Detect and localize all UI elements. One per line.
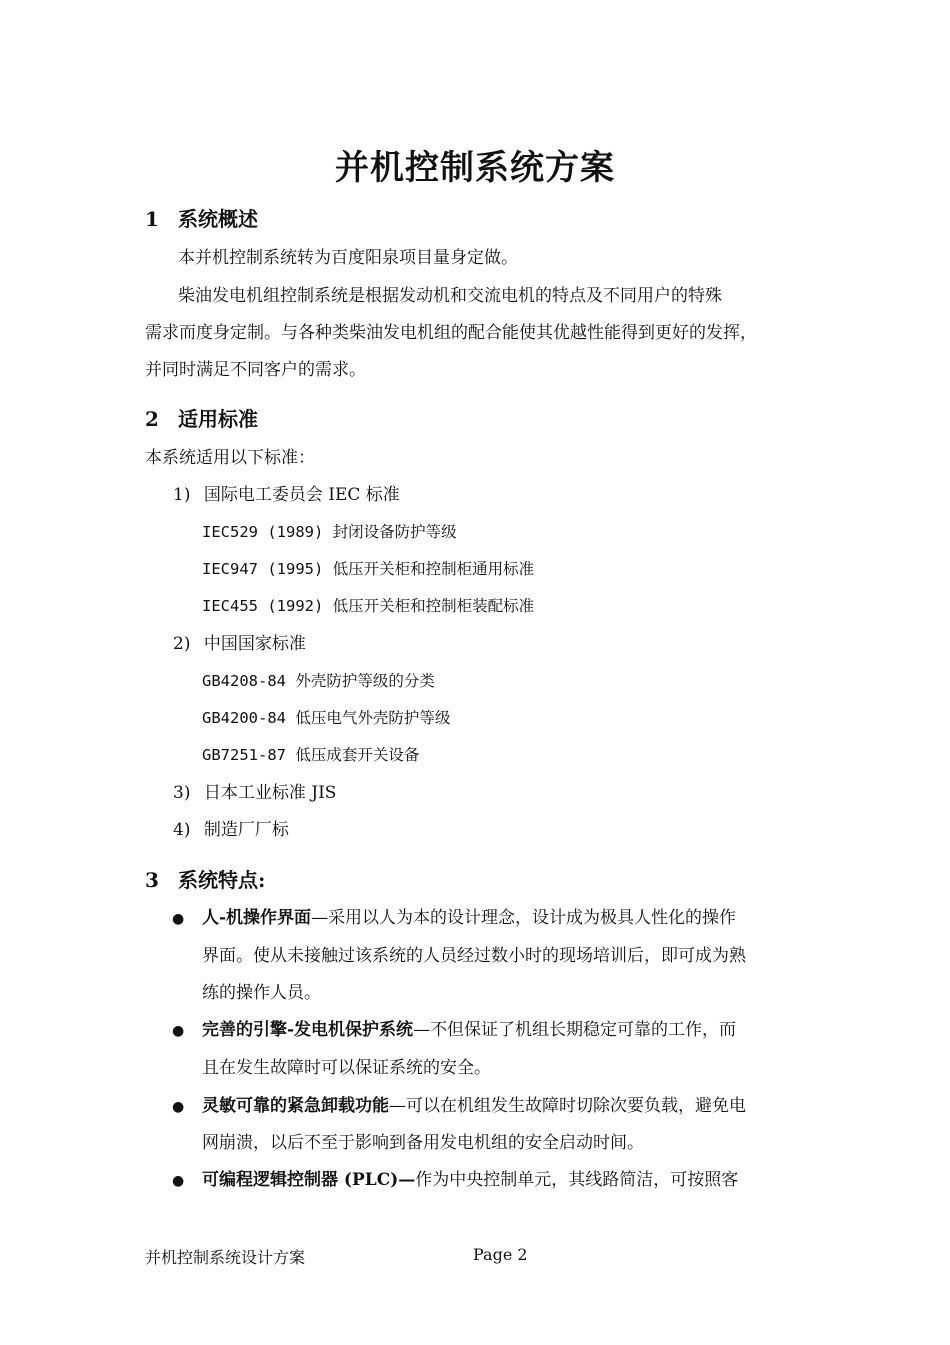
list-item xyxy=(173,820,289,840)
bullet-line xyxy=(202,1020,736,1040)
section-number: 3 xyxy=(145,868,159,892)
bullet-bold-term: 人-机操作界面 xyxy=(202,908,312,928)
bullet-text: —可以在机组发生故障时切除次要负载，避免电 xyxy=(389,1096,746,1116)
sub-item: GB4200-84 低压电气外壳防护等级 xyxy=(202,709,451,727)
paragraph: 本并机控制系统转为百度阳泉项目量身定做。 xyxy=(178,248,518,268)
bullet-icon: ● xyxy=(172,1023,185,1039)
bullet-line xyxy=(202,1096,746,1116)
paragraph-line: 并同时满足不同客户的需求。 xyxy=(145,360,366,380)
list-item-text: 中国国家标准 xyxy=(203,634,306,654)
bullet-line: 网崩溃，以后不至于影响到备用发电机组的安全启动时间。 xyxy=(202,1133,644,1153)
section-number: 2 xyxy=(145,407,159,431)
paragraph-line: 需求而度身定制。与各种类柴油发电机组的配合能使其优越性能得到更好的发挥， xyxy=(145,323,757,343)
bullet-line: 界面。使从未接触过该系统的人员经过数小时的现场培训后，即可成为熟 xyxy=(202,946,746,966)
list-item xyxy=(173,485,400,505)
section-3-heading xyxy=(145,864,265,893)
sub-item: IEC529 (1989) 封闭设备防护等级 xyxy=(202,523,457,541)
list-marker: 2) xyxy=(173,634,191,654)
footer-page-number: Page 2 xyxy=(473,1245,528,1264)
list-item-text: 制造厂厂标 xyxy=(203,820,289,840)
bullet-bold-term: 灵敏可靠的紧急卸载功能 xyxy=(202,1096,389,1116)
list-marker: 1) xyxy=(173,485,191,505)
bullet-text: 作为中央控制单元，其线路简洁，可按照客 xyxy=(415,1170,739,1190)
list-marker: 4) xyxy=(173,820,191,840)
list-item xyxy=(173,634,306,654)
sub-item: GB7251-87 低压成套开关设备 xyxy=(202,746,420,764)
list-item xyxy=(173,783,336,803)
list-item-text: 国际电工委员会 IEC 标准 xyxy=(203,485,400,505)
paragraph: 本系统适用以下标准： xyxy=(145,448,315,468)
section-1-heading xyxy=(145,203,258,232)
section-title: 适用标准 xyxy=(178,407,258,431)
footer-document-name: 并机控制系统设计方案 xyxy=(145,1248,306,1267)
document-title: 并机控制系统方案 xyxy=(335,148,615,188)
bullet-text: —采用以人为本的设计理念，设计成为极具人性化的操作 xyxy=(311,908,737,928)
section-title: 系统概述 xyxy=(178,207,258,231)
section-2-heading xyxy=(145,403,258,432)
section-title: 系统特点: xyxy=(178,868,266,892)
sub-item: IEC455 (1992) 低压开关柜和控制柜装配标准 xyxy=(202,597,535,615)
bullet-icon: ● xyxy=(172,1099,185,1115)
bullet-line xyxy=(202,908,736,928)
bullet-bold-term: 可编程逻辑控制器 (PLC)— xyxy=(202,1170,416,1190)
section-number: 1 xyxy=(145,207,159,231)
sub-item: GB4208-84 外壳防护等级的分类 xyxy=(202,672,435,690)
bullet-line xyxy=(202,1170,738,1190)
sub-item: IEC947 (1995) 低压开关柜和控制柜通用标准 xyxy=(202,560,535,578)
bullet-icon: ● xyxy=(172,1173,185,1189)
bullet-line: 练的操作人员。 xyxy=(202,983,321,1003)
bullet-icon: ● xyxy=(172,911,185,927)
bullet-line: 且在发生故障时可以保证系统的安全。 xyxy=(202,1058,491,1078)
bullet-bold-term: 完善的引擎-发电机保护系统 xyxy=(202,1020,414,1040)
bullet-text: —不但保证了机组长期稳定可靠的工作，而 xyxy=(413,1020,737,1040)
paragraph-line: 柴油发电机组控制系统是根据发动机和交流电机的特点及不同用户的特殊 xyxy=(178,286,722,306)
list-item-text: 日本工业标准 JIS xyxy=(203,783,337,803)
list-marker: 3) xyxy=(173,783,191,803)
